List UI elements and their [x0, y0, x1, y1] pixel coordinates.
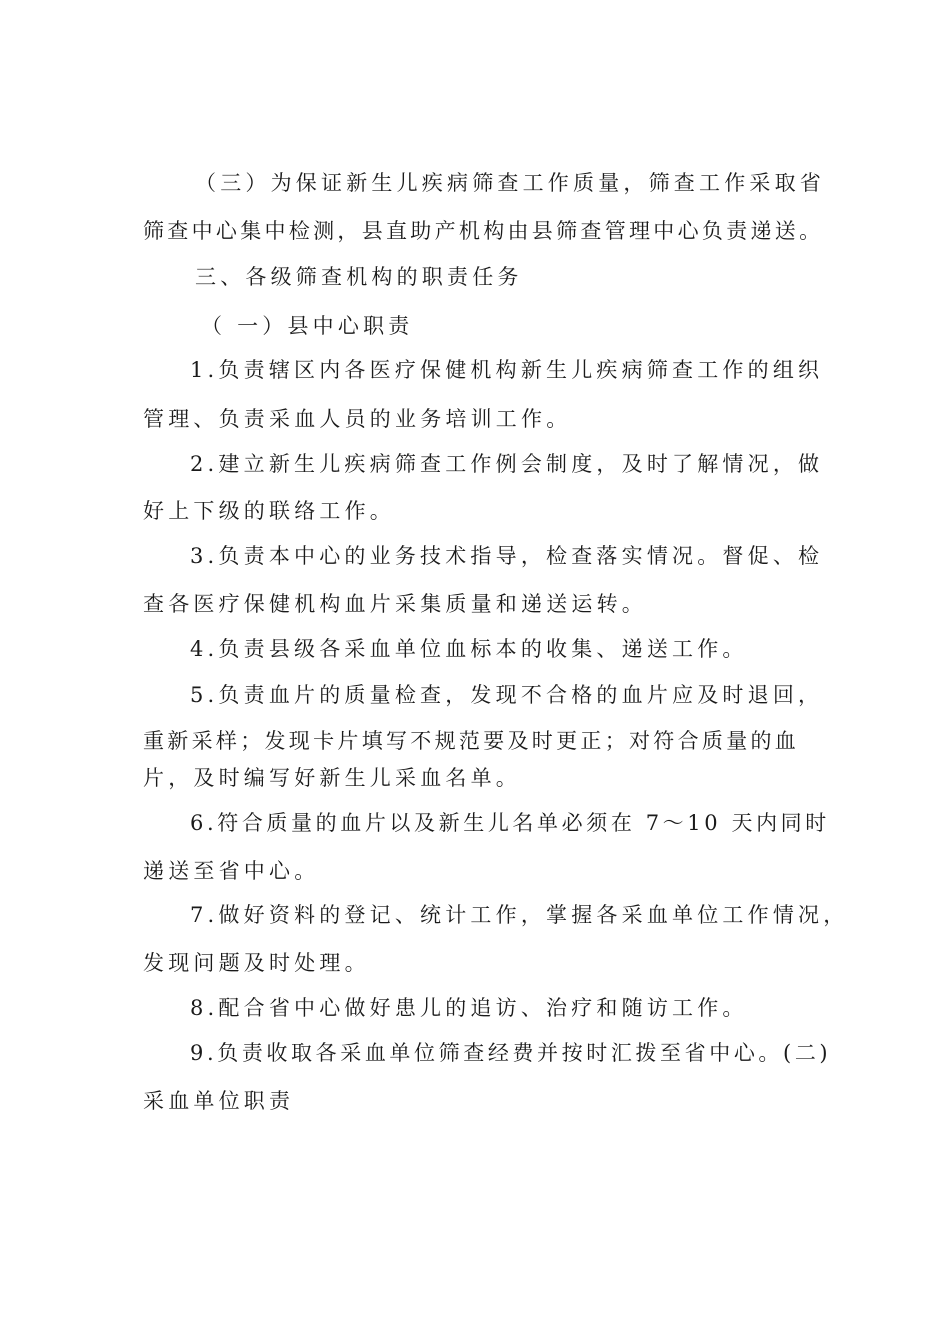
paragraph-line: 发现问题及时处理。 [143, 951, 370, 975]
paragraph-line: 好上下级的联络工作。 [143, 499, 395, 523]
paragraph-line: 3.负责本中心的业务技术指导，检查落实情况。督促、检 [190, 544, 824, 568]
paragraph-line: 管理、负责采血人员的业务培训工作。 [143, 407, 572, 431]
paragraph-line: 2.建立新生儿疾病筛查工作例会制度，及时了解情况，做 [190, 452, 824, 476]
paragraph-line: 6.符合质量的血片以及新生儿名单必须在 7～10 天内同时 [190, 811, 830, 835]
paragraph-line: 7.做好资料的登记、统计工作，掌握各采血单位工作情况， [190, 903, 849, 927]
subsection-heading: （ 一）县中心职责 [201, 314, 414, 338]
paragraph-line: 片，及时编写好新生儿采血名单。 [143, 766, 521, 790]
paragraph-line: 1.负责辖区内各医疗保健机构新生儿疾病筛查工作的组织 [190, 358, 824, 382]
paragraph-line: 4.负责县级各采血单位血标本的收集、递送工作。 [190, 637, 748, 661]
paragraph-line: 查各医疗保健机构血片采集质量和递送运转。 [143, 592, 647, 616]
paragraph-line: 筛查中心集中检测，县直助产机构由县筛查管理中心负责递送。 [143, 219, 824, 243]
paragraph-line: （三）为保证新生儿疾病筛查工作质量，筛查工作采取省 [195, 171, 825, 195]
subsection-heading: 采血单位职责 [143, 1089, 295, 1113]
paragraph-line: 5.负责血片的质量检查，发现不合格的血片应及时退回， [190, 683, 824, 707]
paragraph-line: 递送至省中心。 [143, 859, 320, 883]
section-heading: 三、各级筛查机构的职责任务 [195, 265, 523, 289]
paragraph-line: 9.负责收取各采血单位筛查经费并按时汇拨至省中心。(二) [190, 1041, 832, 1065]
paragraph-line: 重新采样；发现卡片填写不规范要及时更正；对符合质量的血 [143, 729, 800, 753]
paragraph-line: 8.配合省中心做好患儿的追访、治疗和随访工作。 [190, 996, 748, 1020]
